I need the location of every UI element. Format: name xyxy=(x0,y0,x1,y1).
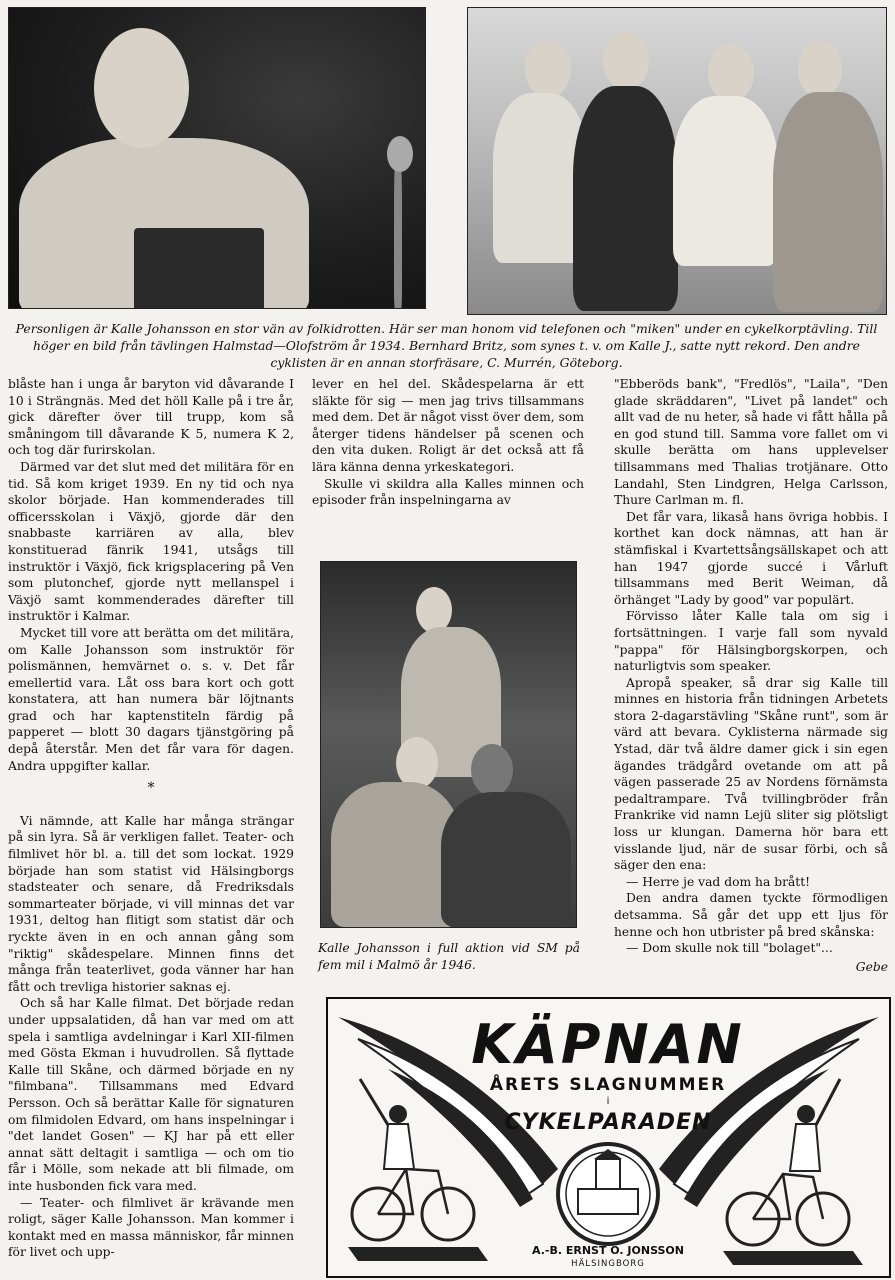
paragraph: lever en hel del. Skådespelarna är ett släkte för sig — men jag trivs tillsammans med dem. Det är något visst över dem, som återger tidens händelser på scenen och den vita duken. Roligt är det också att få lära känna denna yrkeskategori. xyxy=(312,377,584,474)
ad-company-city: HÄLSINGBORG xyxy=(571,1259,645,1269)
article-column-3 xyxy=(614,376,888,975)
article-column-2 xyxy=(312,376,584,509)
ad-brand-name: KÄPNAN xyxy=(471,1013,745,1076)
paragraph: Förvisso låter Kalle tala om sig i fortsättningen. I varje fall som nyvald "pappa" för Hälsingborgskorpen, och naturligtvis som speaker. xyxy=(614,609,888,674)
paragraph: Och så har Kalle filmat. Det började redan under uppsalatiden, då han var med om att spela i samtliga avdelningar i Karl XII-filmen med Gösta Ekman i huvudrollen. Så flyttade Kalle till Skåne, och därmed började en ny "filmbana". Tillsammans med Edvard Persson. Och så berättar Kalle för signaturen om filmidolen Edvard, om hans inspelningar i "det landet Gosen" — KJ har på ett eller annat sätt deltagit i samtliga — och om tio får i Mölle, som nekade att bli filmade, om inte husbonden fick vara med. xyxy=(8,996,294,1193)
photo-kalle-telephone xyxy=(8,7,426,309)
advertisement-kapnan xyxy=(326,997,891,1278)
paragraph: Apropå speaker, så drar sig Kalle till minnes en historia från tidningen Arbetets stora 2-dagarstävling "Skåne runt", som är värd att bevara. Cyklisterna närmade sig Ystad, där två äldre damer gick i sin egen ägandes trädgård ovetande om att på vägen passerade 25 av Nordens förnämsta pedaltrampare. Två tvillingbröder från Frankrike vid namn Lejü sliter sig plötsligt loss ur klungan. Damerna hör bara ett visslande ljud, när de susar förbi, och så säger den ena: xyxy=(614,675,888,873)
paragraph: — Dom skulle nok till "bolaget"... xyxy=(626,941,833,956)
paragraph: blåste han i unga år baryton vid dåvarande I 10 i Strängnäs. Med det höll Kalle på i tre år, gick därefter över till trupp, kom så småningom till dåvarande K 5, numera K 2, och tog där furirskolan. xyxy=(8,377,294,458)
middle-photo-caption: Kalle Johansson i full aktion vid SM på fem mil i Malmö år 1946. xyxy=(318,941,580,972)
paragraph: — Teater- och filmlivet är krävande men roligt, säger Kalle Johansson. Man kommer i kontakt med en massa människor, får minnen för livet och upp- xyxy=(8,1195,294,1260)
ad-tagline-connector: i xyxy=(606,1096,610,1107)
ad-tagline: ÅRETS SLAGNUMMER xyxy=(489,1075,727,1095)
paragraph: Därmed var det slut med det militära för en tid. Så kom kriget 1939. En ny tid och nya skolor började. Han kommenderades till officersskolan i Växjö, gjorde där den snabbaste karriären av alla, blev konstituerad fänrik 1941, utsågs till instruktör i Växjö, fick krigsplacering på Ven som plutonchef, gjorde nytt mellanspel i Växjö samt kommenderades därefter till instruktör i Kalmar. xyxy=(8,459,294,624)
paragraph: "Ebberöds bank", "Fredlös", "Laila", "Den glade skräddaren", "Livet på landet" och allt vad de nu heter, så hade vi fått hålla på en god stund till. Samma vore fallet om vi skulle berätta om hans upplevelser tillsammans med Thalias trotjänare. Otto Landahl, Sten Lindgren, Helga Carlsson, Thure Carlman m. fl. xyxy=(614,377,888,508)
paragraph: Den andra damen tyckte förmodligen detsamma. Så går det upp ett ljus för henne och hon utbrister på bred skånska: xyxy=(614,891,888,939)
article-column-1 xyxy=(8,376,294,1261)
paragraph: Mycket till vore att berätta om det militära, om Kalle Johansson som instruktör för polismännen, hemvärnet o. s. v. Det får emellertid vara. Låt oss bara kort och gott konstatera, att han numera bär löjtnants grad och har kaptenstiteln färdig på papperet — blott 30 dagars tjänstgöring på depå återstår. Men det får vara för dagen. Andra uppgifter kallar. xyxy=(8,625,294,773)
ad-company-name: A.-B. ERNST O. JONSSON xyxy=(532,1244,684,1257)
photo-kalle-malmo-1946 xyxy=(320,561,577,928)
section-divider: * xyxy=(147,780,155,797)
paragraph: Det får vara, likaså hans övriga hobbis. I korthet kan dock nämnas, att han är stämfiskal i Kvartettsångsällskapet och att han 1947 gjorde succé i Vårluft tillsammans med Berit Weiman, då örhänget "Lady by good" var populärt. xyxy=(614,509,888,607)
paragraph: Vi nämnde, att Kalle har många strängar på sin lyra. Så är verkligen fallet. Teater- och filmlivet hör bl. a. till det som lockat. 1929 började han som statist vid Hälsingborgs stadsteater och senare, då Fredriksdals sommarteater började, vi vill minnas det var 1931, deltog han flitigt som statist där och ryckte även in en och annan gång som "riktig" skådespelare. Minnen finns det många från teaterlivet, goda vänner har han fått och trevliga historier saknas ej. xyxy=(8,813,294,994)
top-photo-caption: Personligen är Kalle Johansson en stor vän av folkidrotten. Här ser man honom vid telefonen och "miken" under en cykelkorptävling. Till höger en bild från tävlingen Halmstad—Olofström år 1934. Bernhard Britz, som synes t. v. om Kalle J., satte nytt rekord. Den andre cyklisten är en annan storfräsare, C. Murrén, Göteborg. xyxy=(15,321,878,370)
paragraph: — Herre je vad dom ha brått! xyxy=(626,874,811,889)
author-signature: Gebe xyxy=(855,959,888,974)
ad-tagline-event: CYKELPARADEN xyxy=(504,1110,712,1135)
paragraph: Skulle vi skildra alla Kalles minnen och episoder från inspelningarna av xyxy=(312,476,584,508)
photo-cyclists-1934 xyxy=(467,7,887,315)
